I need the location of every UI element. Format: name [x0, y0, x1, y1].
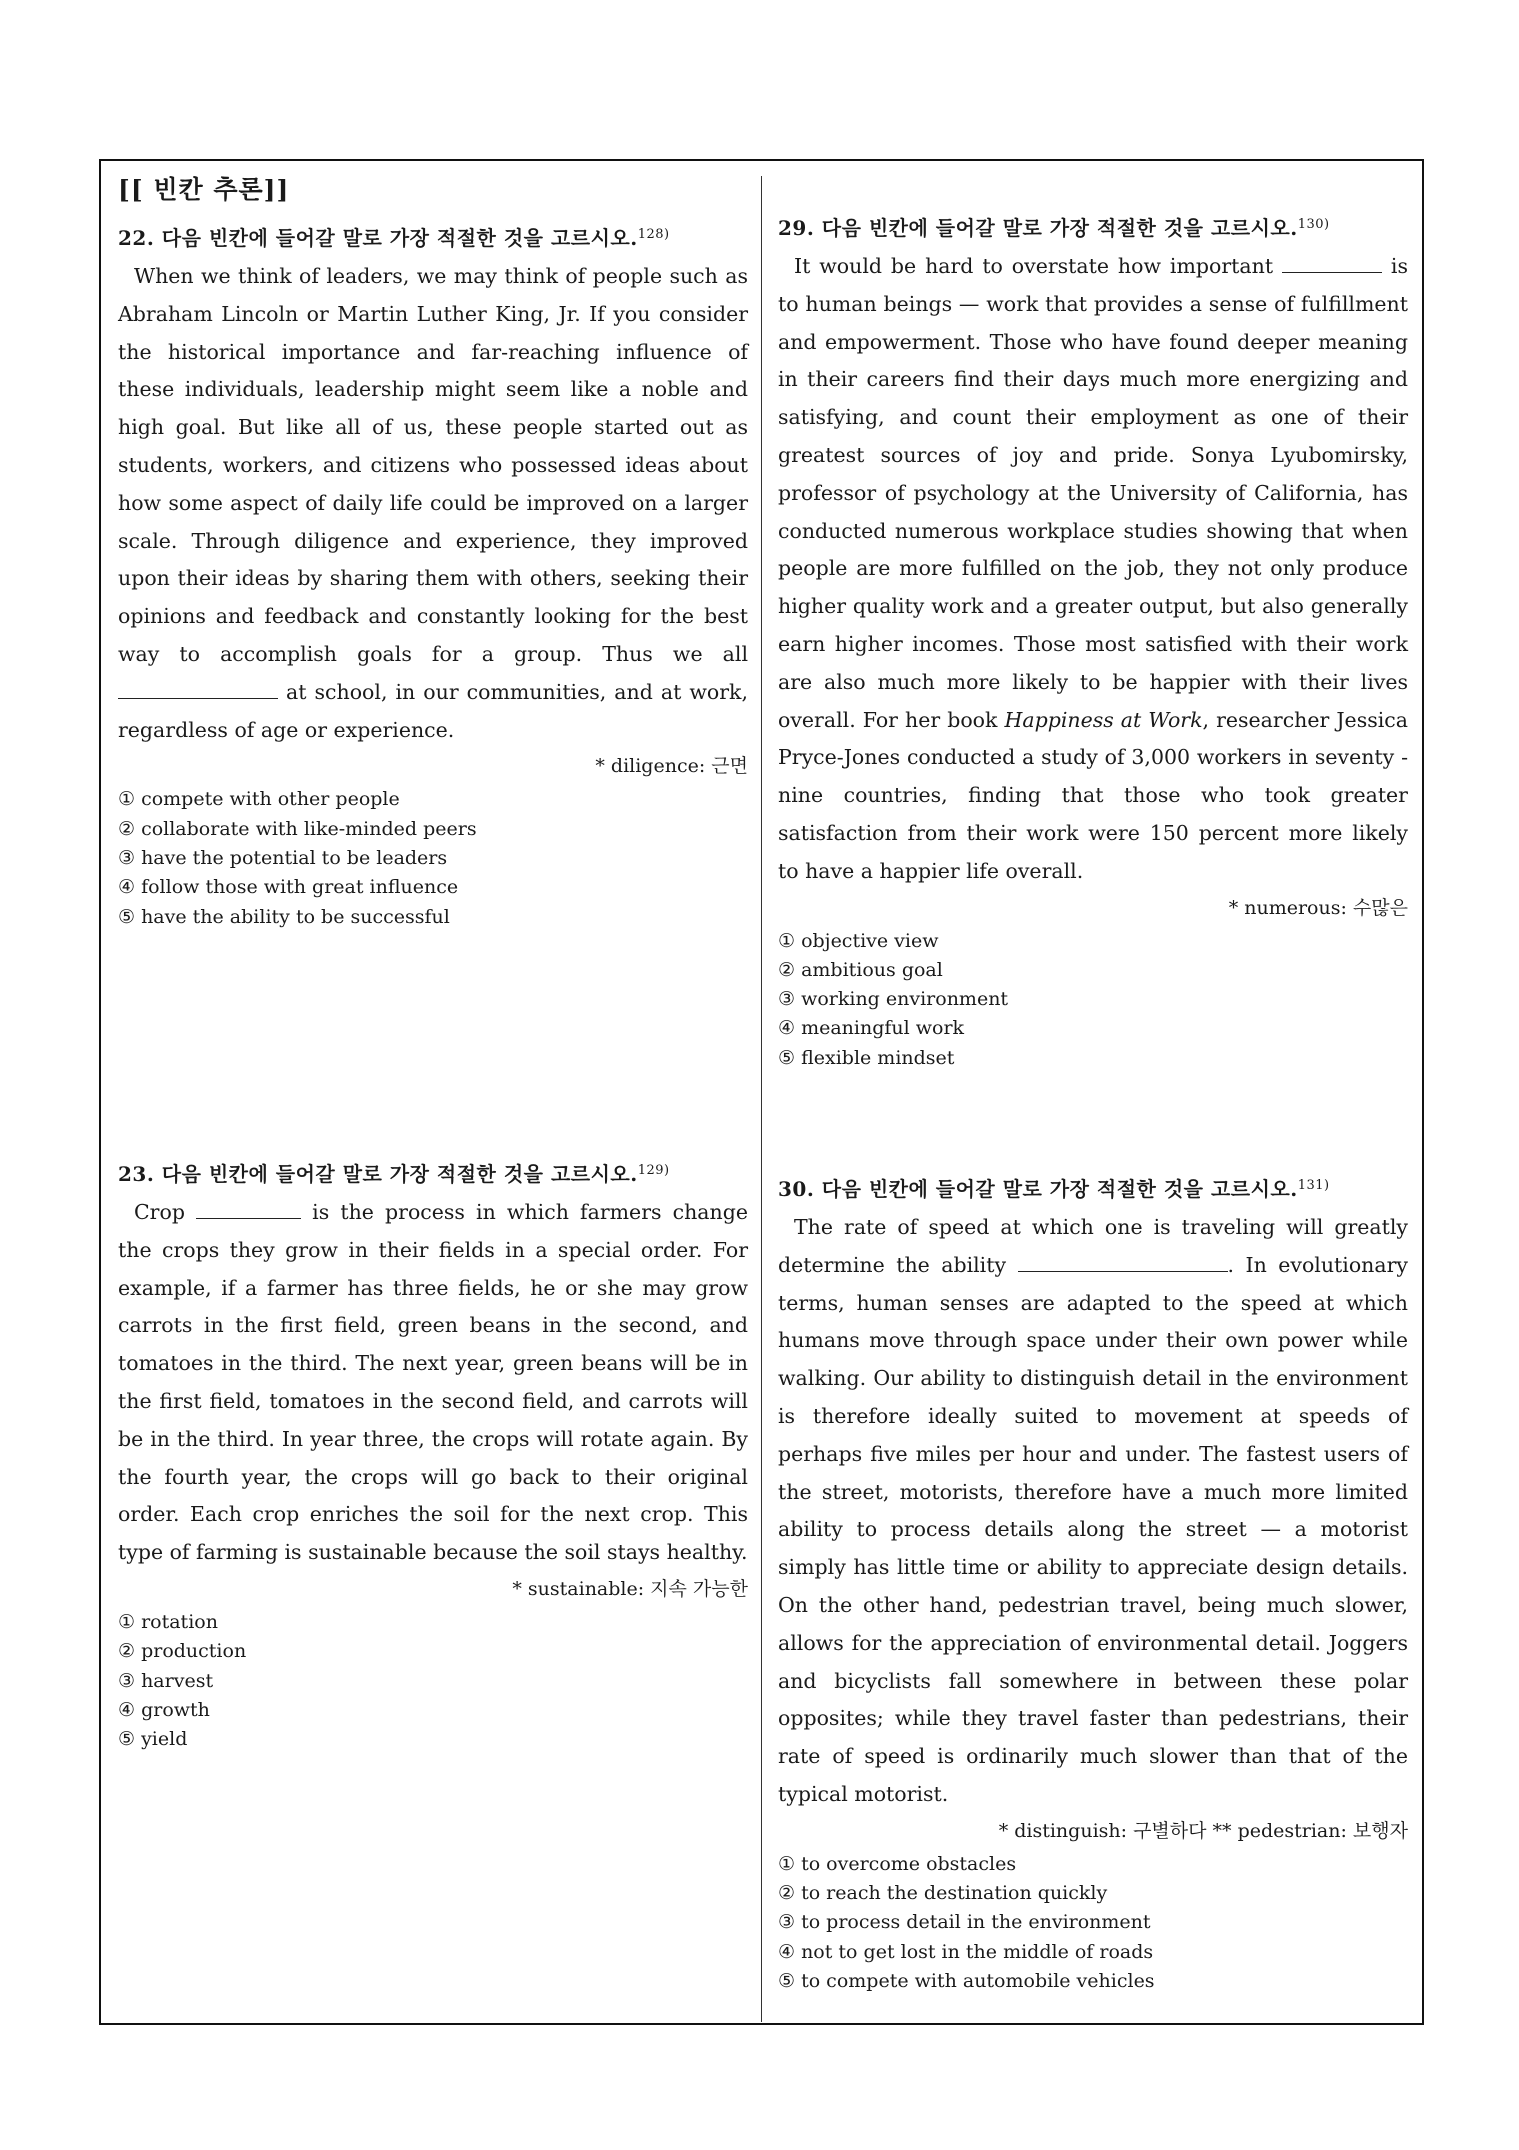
question-30 [778, 1172, 1408, 1996]
option-1[interactable]: ① to overcome obstacles [778, 1852, 1017, 1875]
answer-blank [196, 1198, 301, 1219]
option-1[interactable]: ① rotation [118, 1610, 218, 1633]
answer-blank [118, 678, 278, 699]
option-2[interactable]: ② to reach the destination quickly [778, 1882, 1108, 1905]
option-4[interactable]: ④ growth [118, 1698, 210, 1721]
option-3[interactable]: ③ have the potential to be leaders [118, 846, 448, 869]
option-5[interactable]: ⑤ flexible mindset [778, 1046, 955, 1069]
question-22-options [118, 785, 748, 931]
option-4[interactable]: ④ not to get lost in the middle of roads [778, 1940, 1154, 1963]
option-4[interactable]: ④ follow those with great influence [118, 876, 459, 899]
option-2[interactable]: ② production [118, 1640, 247, 1663]
book-title: Happiness at Work [1004, 707, 1203, 732]
option-3[interactable]: ③ to process detail in the environment [778, 1911, 1151, 1934]
section-title: [[ 빈칸 추론]] [118, 175, 290, 204]
option-5[interactable]: ⑤ to compete with automobile vehicles [778, 1969, 1155, 1992]
question-29-options [778, 927, 1408, 1073]
question-23-head: 23. 다음 빈칸에 들어갈 말로 가장 적절한 것을 고르시오.$^{129)}$ [118, 1162, 670, 1186]
option-3[interactable]: ③ working environment [778, 988, 1009, 1011]
option-5[interactable]: ⑤ yield [118, 1728, 188, 1751]
question-23-options [118, 1608, 748, 1754]
question-22-passage: When we think of leaders, we may think of people such as Abraham Lincoln or Martin Luther King, Jr. If you consider the historical importance and far-reaching influence of these individuals, leadership might seem like a noble and high goal. But like all of us, these people started out as students, workers, and citizens who possessed ideas about how some aspect of daily life could be improved on a larger scale. Through diligence and experience, they improved upon their ideas by sharing them with others, seeking their opinions and feedback and constantly looking for the best way to accomplish goals for a group. Thus we all at school, in our communities, and at work, regardless of age or experience. [118, 264, 748, 742]
option-3[interactable]: ③ harvest [118, 1669, 214, 1692]
question-23 [118, 1157, 748, 1754]
option-2[interactable]: ② collaborate with like-minded peers [118, 817, 477, 840]
question-30-note: * distinguish: 구별하다 ** pedestrian: 보행자 [998, 1819, 1408, 1842]
question-29-note: * numerous: 수많은 [1228, 896, 1408, 919]
question-30-options [778, 1850, 1408, 1996]
option-1[interactable]: ① objective view [778, 929, 939, 952]
question-22-note: * diligence: 근면 [595, 755, 748, 778]
option-2[interactable]: ② ambitious goal [778, 958, 943, 981]
option-1[interactable]: ① compete with other people [118, 788, 400, 811]
question-22 [118, 221, 748, 932]
question-23-note: * sustainable: 지속 가능한 [512, 1577, 748, 1600]
question-30-head: 30. 다음 빈칸에 들어갈 말로 가장 적절한 것을 고르시오.$^{131)}$ [778, 1177, 1330, 1201]
question-29-passage: It would be hard to overstate how important is to human beings — work that provides a sense of fulfillment and empowerment. Those who have found deeper meaning in their careers find their days much more energizing and satisfying, and count their employment as one of their greatest sources of joy and pride. Sonya Lyubomirsky, professor of psychology at the University of California, has conducted numerous workplace studies showing that when people are more fulfilled on the job, they not only produce higher quality work and a greater output, but also generally earn higher incomes. Those most satisfied with their work are also much more likely to be happier with their lives overall. For her book Happiness at Work, researcher Jessica Pryce-Jones conducted a study of 3,000 workers in seventy - nine countries, finding that those who took greater satisfaction from their work were 150 percent more likely to have a happier life overall. [778, 254, 1408, 883]
column-divider [761, 176, 762, 2022]
question-29-head: 29. 다음 빈칸에 들어갈 말로 가장 적절한 것을 고르시오.$^{130)}$ [778, 216, 1330, 240]
question-29 [778, 211, 1408, 1073]
question-23-passage: Crop is the process in which farmers change the crops they grow in their fields in a special order. For example, if a farmer has three fields, he or she may grow carrots in the first field, green beans in the second, and tomatoes in the third. The next year, green beans will be in the first field, tomatoes in the second field, and carrots will be in the third. In year three, the crops will rotate again. By the fourth year, the crops will go back to their original order. Each crop enriches the soil for the next crop. This type of farming is sustainable because the soil stays healthy. [118, 1200, 748, 1565]
question-22-head: 22. 다음 빈칸에 들어갈 말로 가장 적절한 것을 고르시오.$^{128)}$ [118, 226, 670, 250]
answer-blank [1282, 252, 1382, 273]
option-5[interactable]: ⑤ have the ability to be successful [118, 905, 450, 928]
question-30-passage: The rate of speed at which one is traveling will greatly determine the ability . In evolutionary terms, human senses are adapted to the speed at which humans move through space under their own power while walking. Our ability to distinguish detail in the environment is therefore ideally suited to movement at speeds of perhaps five miles per hour and under. The fastest users of the street, motorists, therefore have a much more limited ability to process details along the street — a motorist simply has little time or ability to appreciate design details. On the other hand, pedestrian travel, being much slower, allows for the appreciation of environmental detail. Joggers and bicyclists fall somewhere in between these polar opposites; while they travel faster than pedestrians, their rate of speed is ordinarily much slower than that of the typical motorist. [778, 1215, 1408, 1806]
option-4[interactable]: ④ meaningful work [778, 1017, 965, 1040]
answer-blank [1018, 1251, 1228, 1272]
